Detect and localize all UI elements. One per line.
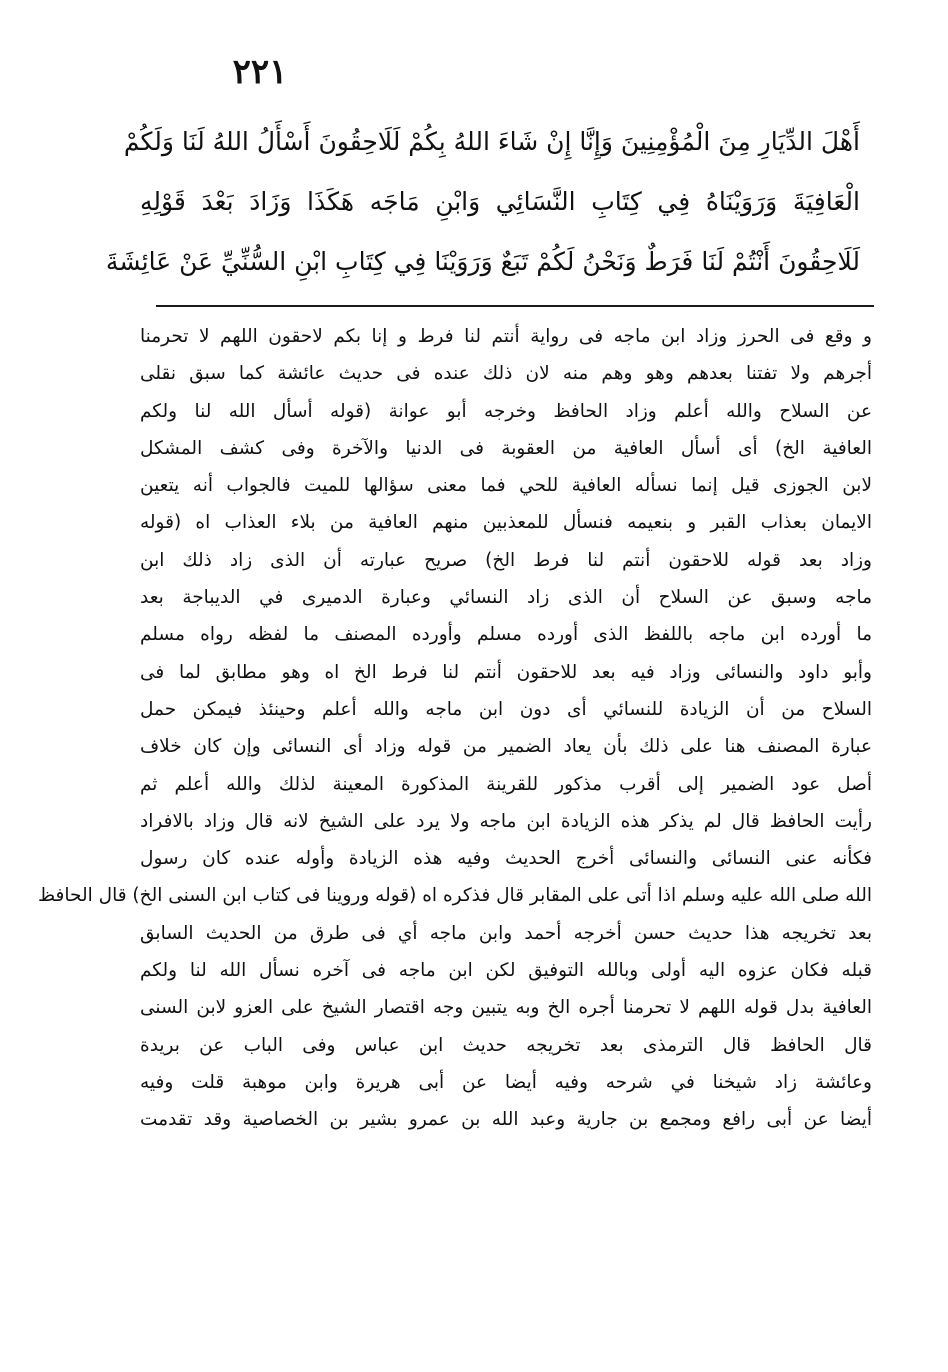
main-text-line: لَلَاحِقُونَ أَنْتُمْ لَنَا فَرَطٌ وَنَحْنُ لَكُمْ تَبَعٌ وَرَوَيْنَا فِي كِتَابِ ابْنِ السُّنِّيِّ عَنْ عَائِشَةَ — [105, 247, 860, 276]
footnote-line: أجرهم ولا تفتنا بعدهم وهو وهم منه لان ذلك عنده فى حديث عائشة كما سبق نقلى — [140, 363, 872, 385]
footnote-line: العافية الخ) أى أسأل العافية من العقوبة فى الدنيا والآخرة وفى كشف المشكل — [140, 437, 872, 459]
footnote-line: رأيت الحافظ قال لم يذكر هذه الزيادة ابن ماجه ولا يرد على الشيخ لانه قال وزاد بالافراد — [140, 810, 872, 832]
footnote-line: قال الحافظ قال الترمذى بعد تخريجه حديث ابن عباس وفى الباب عن بريدة — [140, 1034, 872, 1056]
main-text-block — [105, 112, 860, 292]
footnote-line: أصل عود الضمير إلى أقرب مذكور للقرينة المذكورة المعينة لذلك والله أعلم ثم — [140, 773, 872, 795]
footnote-line: بعد تخريجه هذا حديث حسن أخرجه أحمد وابن ماجه أي فى طرق من الحديث السابق — [140, 922, 872, 944]
main-text-line: الْعَافِيَةَ وَرَوَيْنَاهُ فِي كِتَابِ النَّسَائِي وَابْنِ مَاجَه هَكَذَا وَزَادَ بَعْدَ قَوْلِهِ — [140, 187, 860, 216]
footnote-line: الايمان بعذاب القبر و بنعيمه فنسأل للمعذبين منهم العافية من بلاء العذاب اه (قوله — [140, 512, 872, 534]
footnote-line: لابن الجوزى قيل إنما نسأله العافية للحي فما معنى سؤالها للميت فالجواب أنه يتعين — [140, 475, 872, 497]
page-number: ٢٢١ — [232, 52, 288, 92]
footnote-line: عن السلاح والله أعلم وزاد الحافظ وخرجه أبو عوانة (قوله أسأل الله لنا ولكم — [140, 400, 872, 422]
footnote-line: أيضا عن أبى رافع ومجمع بن جارية وعبد الله بن عمرو بشير بن الخصاصية وقد تقدمت — [140, 1109, 872, 1131]
footnote-line: العافية بدل قوله اللهم لا تحرمنا أجره الخ وبه يتبين وجه اقتصار الشيخ على العزو لابن السنى — [140, 997, 872, 1019]
footnote-line: عبارة المصنف هنا على ذلك بأن يعاد الضمير من قوله وزاد أى النسائى وإن كان خلاف — [140, 736, 872, 758]
footnote-line: فكأنه عنى النسائى والنسائى أخرج الحديث وفيه هذه الزيادة وأوله عنده كان رسول — [140, 848, 872, 870]
footnote-line: وزاد بعد قوله للاحقون أنتم لنا فرط الخ) صريح عبارته أن الذى زاد ذلك ابن — [140, 549, 872, 571]
footnotes-block — [37, 318, 872, 1139]
footnote-divider — [156, 305, 874, 307]
footnote-line: و وقع فى الحرز وزاد ابن ماجه فى رواية أنتم لنا فرط و إنا بكم لاحقون اللهم لا تحرمنا — [140, 326, 872, 347]
footnote-line: ما أورده ابن ماجه باللفظ الذى أورده مسلم وأورده المصنف ما لفظه رواه مسلم — [140, 624, 872, 646]
main-text-line: أَهْلَ الدِّيَارِ مِنَ الْمُؤْمِنِينَ وَإِنَّا إِنْ شَاءَ اللهُ بِكُمْ لَلَاحِقُونَ أَسْأَلُ اللهُ لَنَا وَلَكُمْ — [123, 127, 860, 156]
footnote-line: الله صلى الله عليه وسلم اذا أتى على المقابر قال فذكره اه (قوله وروينا فى كتاب ابن السنى الخ) قال الحافظ — [37, 885, 872, 907]
footnote-line: قبله فكان عزوه اليه أولى وبالله التوفيق لكن ابن ماجه فى آخره نسأل الله لنا ولكم — [140, 960, 872, 982]
footnote-line: السلاح من أن الزيادة للنسائي أى دون ابن ماجه والله أعلم وحينئذ فيمكن حمل — [140, 698, 872, 720]
footnote-line: وأبو داود والنسائى وزاد فيه بعد للاحقون أنتم لنا فرط الخ اه وهو مطابق لما فى — [140, 661, 872, 683]
footnote-line: وعائشة زاد شيخنا في شرحه وفيه أيضا عن أبى هريرة وابن موهبة قلت وفيه — [140, 1071, 872, 1093]
footnote-line: ماجه وسبق عن السلاح أن الذى زاد النسائي وعبارة الدميرى في الديباجة بعد — [140, 587, 872, 609]
